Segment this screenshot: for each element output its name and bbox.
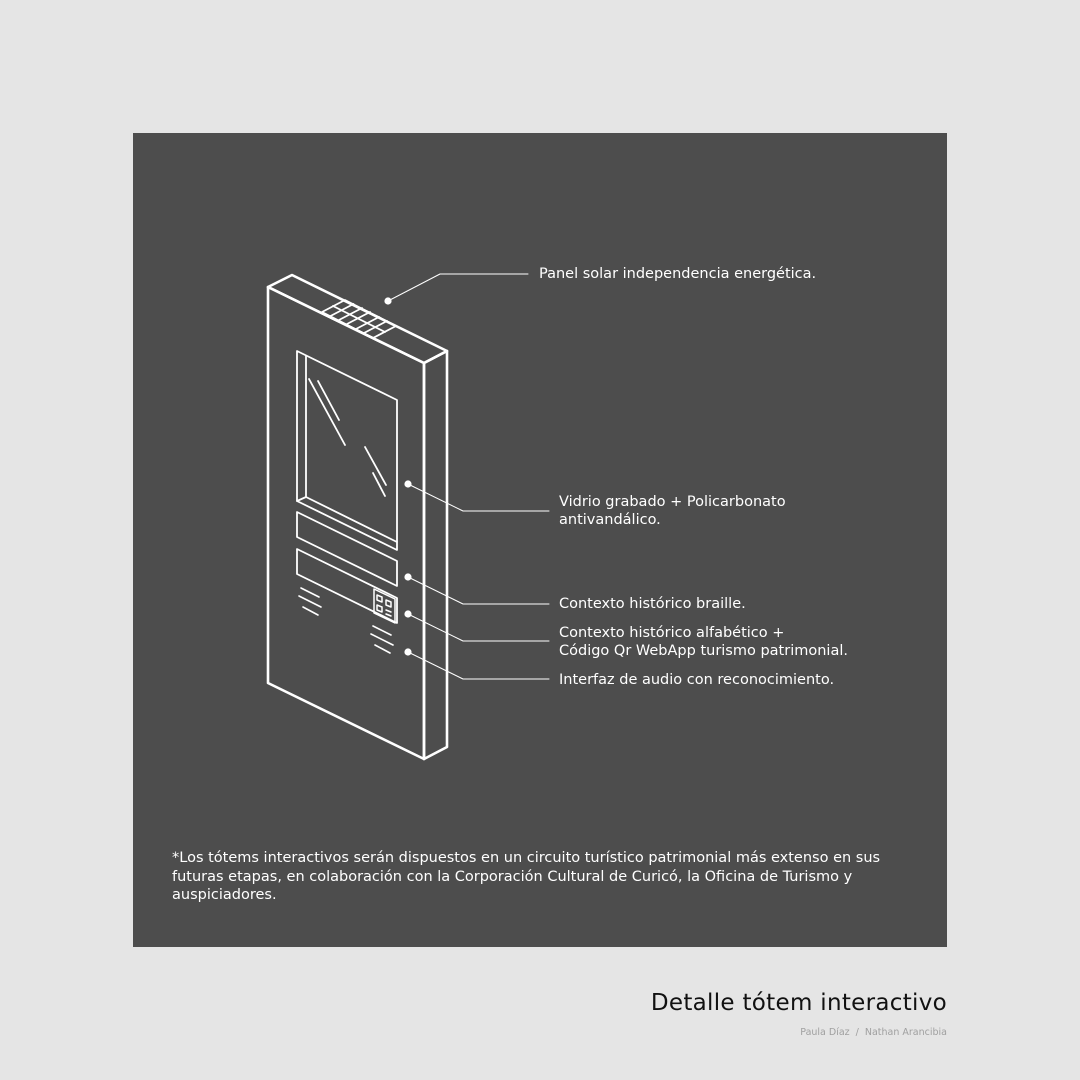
totem-front-face [268, 287, 424, 759]
label-glass-line2: antivandálico. [559, 512, 661, 528]
credit-author-1: Paula Díaz [800, 1027, 850, 1038]
leader-alphabetic [408, 614, 549, 641]
credit-separator: / [855, 1027, 859, 1038]
braille-strip [297, 512, 397, 586]
footnote: *Los tótems interactivos serán dispuestos en un circuito turístico patrimonial más extenso en sus futuras etapas, en colaboración con la Corporación Cultural de Curicó, la Oficina de Turismo y auspiciadores. [172, 850, 881, 903]
label-alphabetic-line1: Contexto histórico alfabético + [559, 625, 785, 641]
label-glass [559, 493, 786, 529]
label-braille-text: Contexto histórico braille. [559, 596, 746, 612]
label-audio [559, 671, 834, 689]
credit-author-2: Nathan Arancibia [864, 1027, 947, 1038]
speaker-grille-left [299, 588, 321, 615]
qr-code-icon [374, 589, 395, 623]
label-solar-panel-text: Panel solar independencia energética. [539, 266, 817, 282]
totem-side-face [424, 351, 447, 759]
page-title: Detalle tótem interactivo [650, 990, 947, 1016]
label-audio-text: Interfaz de audio con reconocimiento. [559, 672, 835, 688]
diagram-panel [133, 133, 947, 947]
leader-solar [388, 274, 528, 301]
label-glass-line1: Vidrio grabado + Policarbonato [559, 494, 786, 510]
label-braille [559, 595, 746, 613]
totem-body [268, 275, 447, 759]
credits [800, 1027, 947, 1038]
speaker-grille-right [371, 626, 393, 653]
leader-audio [408, 652, 549, 679]
label-alphabetic [559, 624, 848, 660]
label-solar-panel [539, 265, 816, 283]
label-alphabetic-line2: Código Qr WebApp turismo patrimonial. [559, 643, 848, 659]
leader-glass [408, 484, 549, 511]
leader-braille [408, 577, 549, 604]
totem-illustration [133, 133, 947, 947]
